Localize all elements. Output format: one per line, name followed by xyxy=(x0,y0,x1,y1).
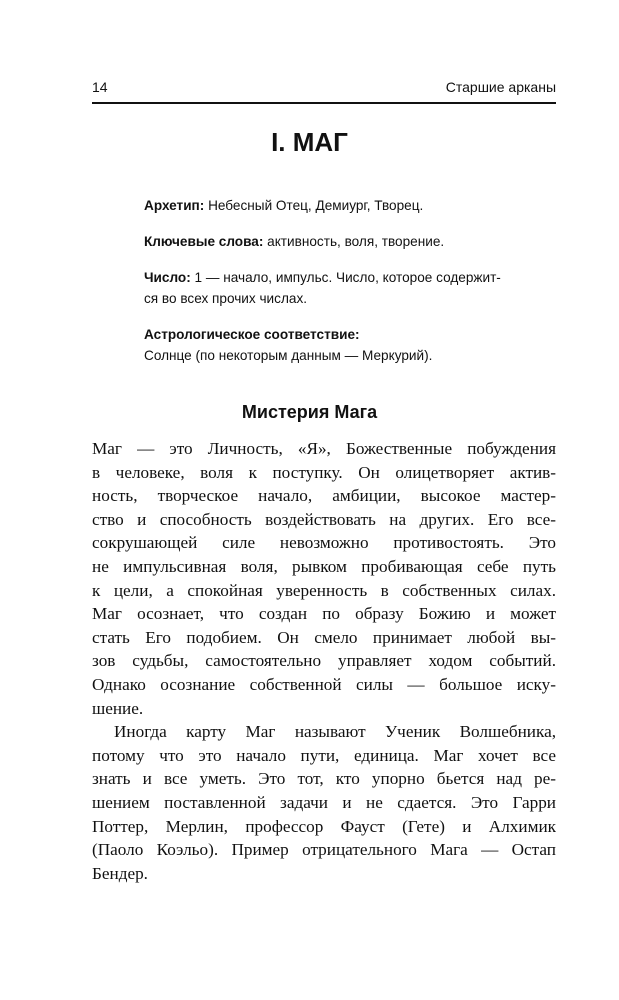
section-title: Мистерия Мага xyxy=(241,402,378,422)
archetype-entry xyxy=(144,195,544,216)
number-label: Число: xyxy=(144,270,191,285)
paragraph-1-line: не импульсивная воля, рывком пробивающая себе путь xyxy=(92,556,556,576)
chapter-title: I. МАГ xyxy=(271,127,348,157)
keywords-value: активность, воля, творение. xyxy=(263,234,445,249)
archetype-value: Небесный Отец, Демиург, Творец. xyxy=(204,198,424,213)
archetype-label: Архетип: xyxy=(144,198,205,213)
paragraph-1-line: Маг осознает, что создан по образу Божию и может xyxy=(92,604,556,624)
paragraph-2 xyxy=(92,720,556,885)
card-attributes xyxy=(144,195,544,381)
page-number: 14 xyxy=(92,79,108,95)
paragraph-1-line: зов судьбы, самостоятельно управляет ходом событий. xyxy=(92,651,556,671)
paragraph-1-line: Однако осознание собственной силы — большое иску- xyxy=(92,674,556,694)
paragraph-2-line: (Паоло Коэльо). Пример отрицательного Мага — Остап xyxy=(92,840,556,860)
paragraph-1-line: сокрушающей силе невозможно противостоять. Это xyxy=(92,533,556,553)
number-entry xyxy=(144,267,544,309)
body-text xyxy=(92,437,556,885)
paragraph-1-line: в человеке, воля к поступку. Он олицетворяет актив- xyxy=(92,462,556,482)
keywords-label: Ключевые слова: xyxy=(144,234,264,249)
paragraph-2-line: Иногда карту Маг называют Ученик Волшебника, xyxy=(114,722,556,742)
paragraph-2-line: Бендер. xyxy=(92,863,148,883)
number-value-line-2: ся во всех прочих числах. xyxy=(144,291,308,306)
paragraph-2-line: шением поставленной задачи и не сдается. Это Гарри xyxy=(92,792,556,812)
paragraph-2-line: знать и все уметь. Это тот, кто упорно бьется над ре- xyxy=(92,769,556,789)
running-title: Старшие арканы xyxy=(445,79,556,95)
number-value-line-1: 1 — начало, импульс. Число, которое содержит- xyxy=(190,270,501,285)
running-header xyxy=(92,78,556,104)
paragraph-1-line: шение. xyxy=(92,698,144,718)
paragraph-1-line: ность, творческое начало, амбиции, высокое мастер- xyxy=(92,486,556,506)
paragraph-1-line: Маг — это Личность, «Я», Божественные побуждения xyxy=(92,439,556,458)
paragraph-1-line: ство и способность воздействовать на других. Его все- xyxy=(92,509,556,529)
keywords-entry xyxy=(144,231,544,252)
paragraph-1-line: стать Его подобием. Он смело принимает любой вы- xyxy=(92,627,556,647)
astrology-entry xyxy=(144,324,544,366)
paragraph-1 xyxy=(92,437,556,720)
astrology-value: Солнце (по некоторым данным — Меркурий). xyxy=(144,348,433,363)
astrology-label: Астрологическое соответствие: xyxy=(144,327,360,342)
paragraph-2-line: потому что это начало пути, единица. Маг хочет все xyxy=(92,745,556,765)
paragraph-1-line: к цели, а спокойная уверенность в собственных силах. xyxy=(92,580,556,600)
paragraph-2-line: Поттер, Мерлин, профессор Фауст (Гете) и Алхимик xyxy=(92,816,556,836)
